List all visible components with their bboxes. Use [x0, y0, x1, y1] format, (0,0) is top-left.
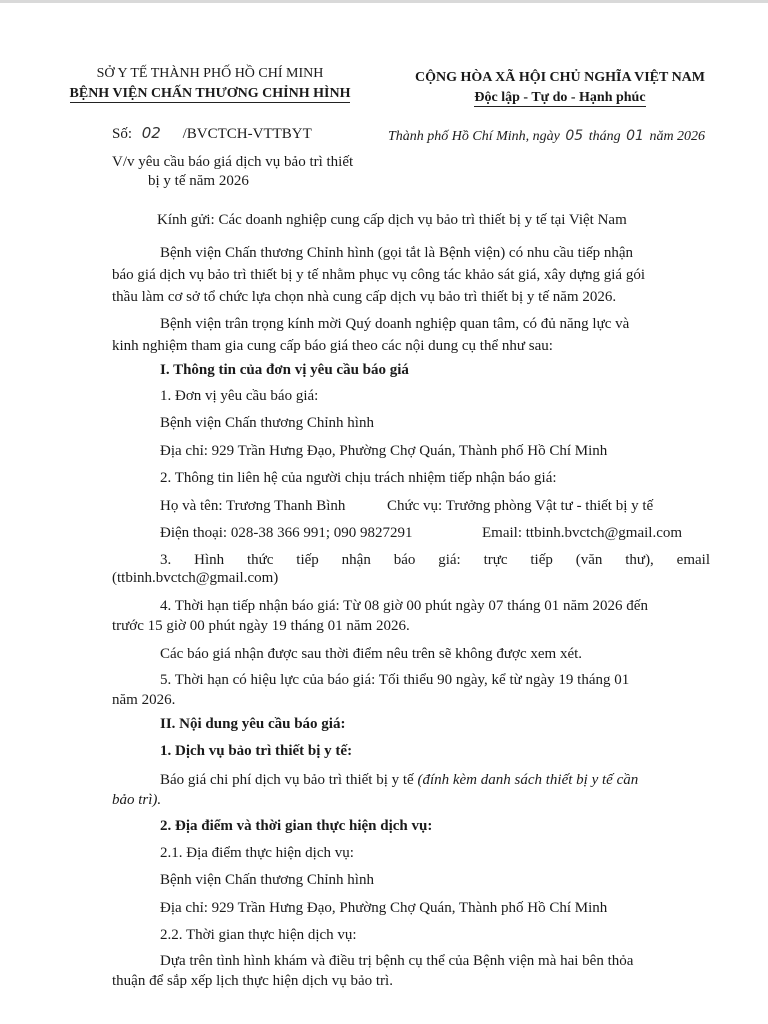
item-1-3-line-2: (ttbinh.bvctch@gmail.com) — [112, 570, 279, 586]
item-2-2-heading: 2. Địa điểm và thời gian thực hiện dịch vụ: — [160, 818, 433, 834]
item-2-2-2: 2.2. Thời gian thực hiện dịch vụ: — [160, 927, 357, 943]
national-motto: Độc lập - Tự do - Hạnh phúc — [474, 90, 646, 105]
item-1-5-line-2: năm 2026. — [112, 692, 176, 708]
item-1-2: 2. Thông tin liên hệ của người chịu trách nhiệm tiếp nhận báo giá: — [160, 470, 557, 486]
item-1-3-line-1: 3. Hình thức tiếp nhận báo giá: trực tiếp (văn thư), email — [160, 552, 710, 568]
handwritten-number: 02 — [141, 124, 161, 142]
item-1-4-line-2: trước 15 giờ 00 phút ngày 19 tháng 01 năm 2026. — [112, 618, 410, 634]
document-date: Thành phố Hồ Chí Minh, ngày 05 tháng 01 năm 2026 — [388, 128, 706, 144]
scan-top-edge — [0, 0, 768, 3]
subject-line-2: bị y tế năm 2026 — [148, 173, 249, 189]
item-1-4-note: Các báo giá nhận được sau thời điểm nêu trên sẽ không được xem xét. — [160, 646, 583, 662]
document-number: Số: 02 /BVCTCH-VTTBYT — [112, 124, 312, 142]
item-2-1-line-2: bảo trì). — [112, 792, 162, 808]
item-1-1: 1. Đơn vị yêu cầu báo giá: — [160, 388, 319, 404]
item-2-2-1-name: Bệnh viện Chấn thương Chỉnh hình — [160, 872, 374, 888]
section-2-heading: II. Nội dung yêu cầu báo giá: — [160, 716, 346, 732]
invite-paragraph-line-1: Bệnh viện trân trọng kính mời Quý doanh nghiệp quan tâm, có đủ năng lực và — [160, 316, 630, 332]
item-2-2-1: 2.1. Địa điểm thực hiện dịch vụ: — [160, 845, 354, 861]
item-1-1-name: Bệnh viện Chấn thương Chỉnh hình — [160, 415, 374, 431]
intro-paragraph-line-2: báo giá dịch vụ bảo trì thiết bị y tế nhằm phục vụ công tác khảo sát giá, xây dựng giá gói — [112, 267, 645, 283]
hospital-name: BỆNH VIỆN CHẤN THƯƠNG CHỈNH HÌNH — [69, 86, 351, 101]
item-1-5-line-1: 5. Thời hạn có hiệu lực của báo giá: Tối thiểu 90 ngày, kể từ ngày 19 tháng 01 — [160, 672, 630, 688]
item-2-1-line-1: Báo giá chi phí dịch vụ bảo trì thiết bị y tế (đính kèm danh sách thiết bị y tế cần — [160, 772, 639, 788]
invite-paragraph-line-2: kinh nghiệm tham gia cung cấp báo giá theo các nội dung cụ thể như sau: — [112, 338, 553, 354]
item-2-2-2-line-2: thuận để sắp xếp lịch thực hiện dịch vụ bảo trì. — [112, 973, 393, 989]
item-2-2-1-address: Địa chỉ: 929 Trần Hưng Đạo, Phường Chợ Quán, Thành phố Hồ Chí Minh — [160, 900, 608, 916]
section-1-heading: I. Thông tin của đơn vị yêu cầu báo giá — [160, 362, 409, 378]
contact-email: Email: ttbinh.bvctch@gmail.com — [482, 525, 683, 541]
item-2-2-2-line-1: Dựa trên tình hình khám và điều trị bệnh cụ thể của Bệnh viện mà hai bên thỏa — [160, 953, 634, 969]
contact-phone: Điện thoại: 028-38 366 991; 090 9827291 — [160, 525, 413, 541]
contact-name: Họ và tên: Trương Thanh Bình — [160, 498, 346, 514]
intro-paragraph-line-3: thầu làm cơ sở tổ chức lựa chọn nhà cung cấp dịch vụ bảo trì thiết bị y tế năm 2026. — [112, 289, 617, 305]
contact-title: Chức vụ: Trưởng phòng Vật tư - thiết bị y tế — [387, 498, 654, 514]
intro-paragraph-line-1: Bệnh viện Chấn thương Chỉnh hình (gọi tắt là Bệnh viện) có nhu cầu tiếp nhận — [160, 245, 634, 261]
item-2-1-heading: 1. Dịch vụ bảo trì thiết bị y tế: — [160, 743, 353, 759]
handwritten-month: 01 — [626, 128, 644, 144]
ministry-name: SỞ Y TẾ THÀNH PHỐ HỒ CHÍ MINH — [96, 66, 324, 81]
subject-line-1: V/v yêu cầu báo giá dịch vụ bảo trì thiết — [112, 154, 354, 170]
item-1-1-address: Địa chỉ: 929 Trần Hưng Đạo, Phường Chợ Quán, Thành phố Hồ Chí Minh — [160, 443, 608, 459]
recipient-line: Kính gửi: Các doanh nghiệp cung cấp dịch vụ bảo trì thiết bị y tế tại Việt Nam — [157, 212, 627, 228]
item-1-4-line-1: 4. Thời hạn tiếp nhận báo giá: Từ 08 giờ 00 phút ngày 07 tháng 01 năm 2026 đến — [160, 598, 648, 614]
national-title: CỘNG HÒA XÃ HỘI CHỦ NGHĨA VIỆT NAM — [414, 70, 705, 85]
handwritten-day: 05 — [565, 128, 584, 144]
